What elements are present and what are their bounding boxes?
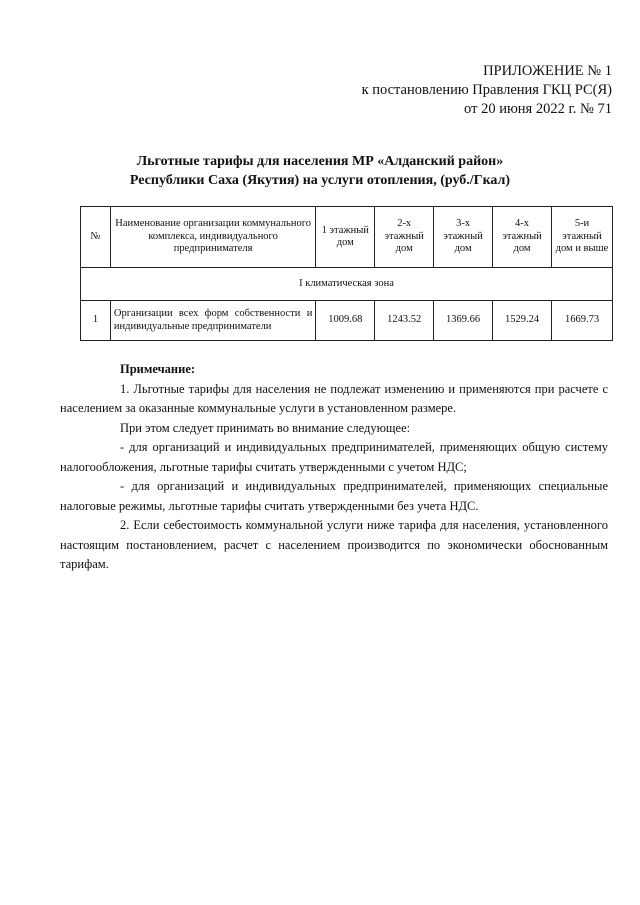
header-3-floor: 3-х этажный дом [434, 207, 493, 268]
note-paragraph-5: 2. Если себестоимость коммунальной услуги ниже тарифа для населения, установленного настоящим постановлением, расчет с населением производится по экономически обоснованным тарифам. [60, 518, 608, 571]
note-paragraph-2: При этом следует принимать во внимание следующее: [120, 420, 411, 435]
tariff-5-floor-plus: 1669.73 [552, 301, 613, 341]
note-paragraph-1: 1. Льготные тарифы для населения не подлежат изменению и применяются при расчете с населением за оказанные коммунальные услуги в установленном размере. [60, 381, 608, 415]
document-title-line-2: Республики Саха (Якутия) на услуги отопления, (руб./Гкал) [129, 173, 511, 188]
header-number: № [81, 207, 111, 268]
row-organization: Организации всех форм собственности и индивидуальные предприниматели [110, 301, 315, 341]
notes-section [60, 360, 608, 575]
table-header-row [81, 207, 613, 268]
tariff-1-floor: 1009.68 [316, 301, 375, 341]
notes-heading: Примечание: [120, 362, 196, 376]
document-title [60, 152, 580, 190]
appendix-resolution: к постановлению Правления ГКЦ РС(Я) [361, 82, 612, 98]
header-2-floor: 2-х этажный дом [375, 207, 434, 268]
tariff-2-floor: 1243.52 [375, 301, 434, 341]
appendix-reference [362, 62, 612, 119]
climate-zone-label: I климатическая зона [81, 268, 613, 301]
tariff-4-floor: 1529.24 [493, 301, 552, 341]
header-5-floor-plus: 5-и этажный дом и выше [552, 207, 613, 268]
table-row [81, 301, 613, 341]
note-paragraph-3: - для организаций и индивидуальных предпринимателей, применяющих общую систему налогообложения, льготные тарифы считать утвержденными с учетом НДС; [60, 440, 608, 474]
zone-row [81, 268, 613, 301]
header-4-floor: 4-х этажный дом [493, 207, 552, 268]
header-organization: Наименование организации коммунального комплекса, индивидуального предпринимателя [110, 207, 315, 268]
tariff-table [80, 206, 613, 341]
header-1-floor: 1 этажный дом [316, 207, 375, 268]
row-number: 1 [81, 301, 111, 341]
appendix-number: ПРИЛОЖЕНИЕ № 1 [483, 63, 612, 79]
appendix-date: от 20 июня 2022 г. № 71 [464, 101, 612, 117]
document-title-line-1: Льготные тарифы для населения МР «Алданский район» [136, 154, 504, 169]
tariff-3-floor: 1369.66 [434, 301, 493, 341]
note-paragraph-4: - для организаций и индивидуальных предпринимателей, применяющих специальные налоговые режимы, льготные тарифы считать утвержденными без учета НДС. [60, 479, 608, 513]
